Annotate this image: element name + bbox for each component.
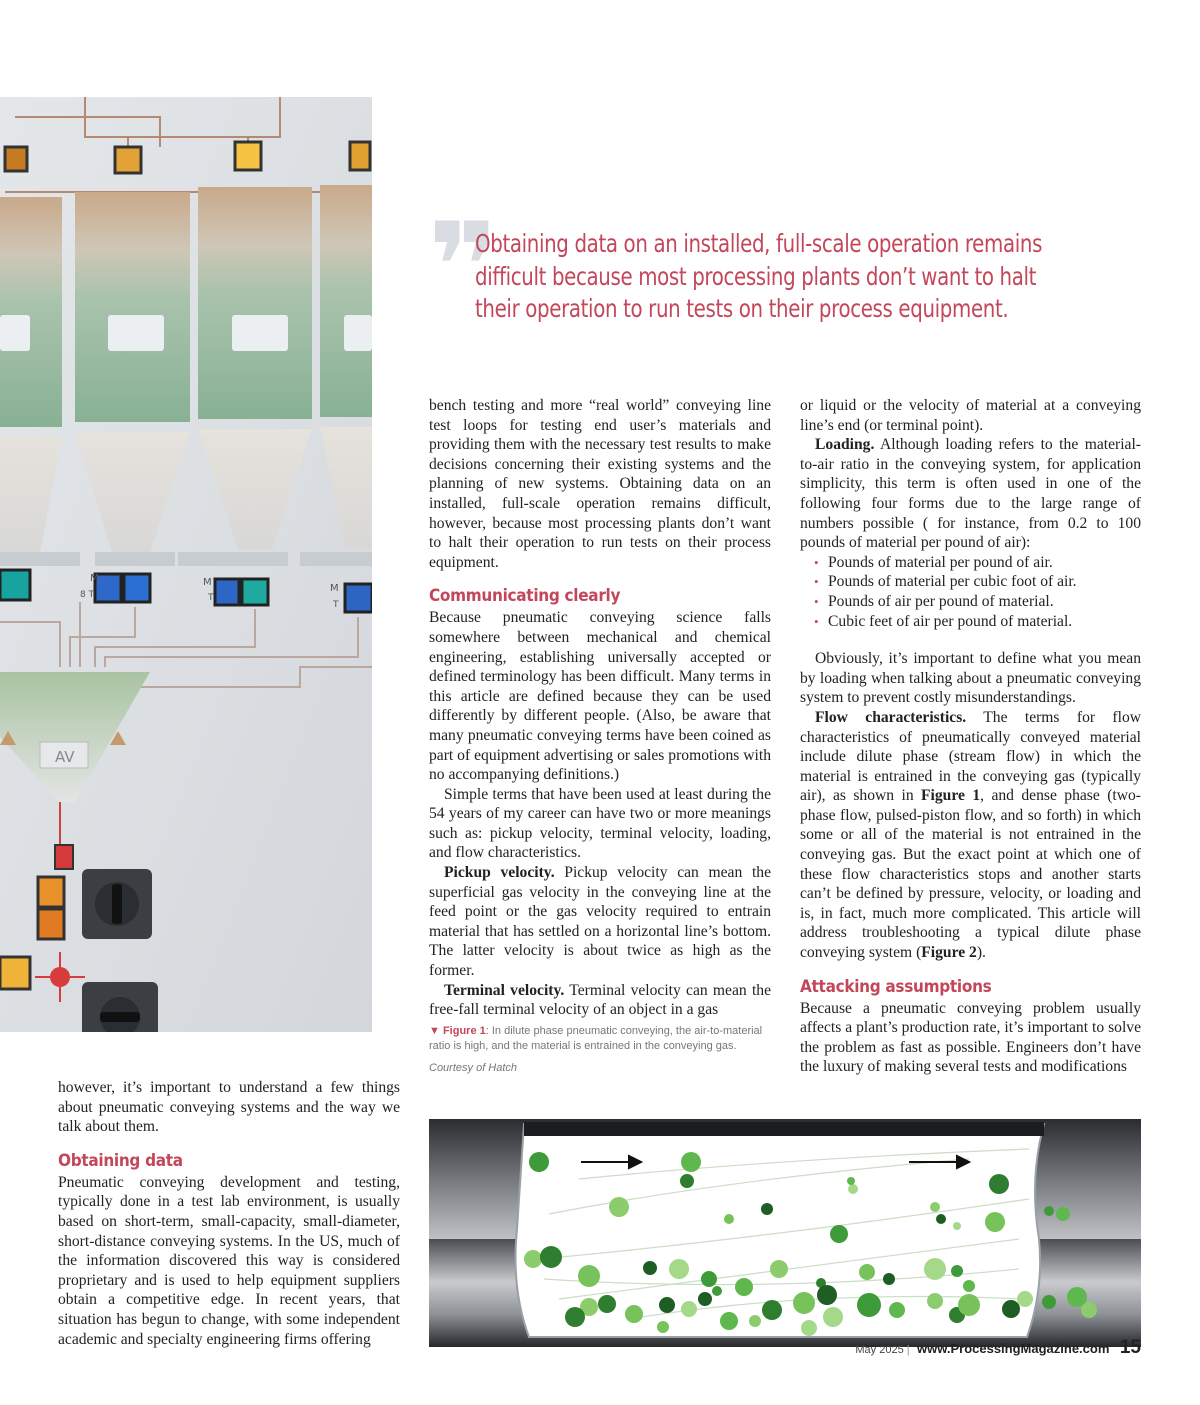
material-particle [823,1307,843,1327]
material-particle [930,1202,940,1212]
communicating-paragraph-2: Simple terms that have been used at least during the 54 years of my career can have two or more meanings such as: pickup velocity, terminal velocity, loading, and flow characteristics. [429,785,771,862]
triangle-down-icon: ▼ [429,1025,440,1037]
material-particle [643,1261,657,1275]
material-particle [761,1203,773,1215]
material-particle [609,1197,629,1217]
right-column [800,396,1141,1077]
material-particle [669,1259,689,1279]
heading-obtaining-data: Obtaining data [58,1150,183,1171]
material-particle [598,1295,616,1313]
right-continuation-paragraph: or liquid or the velocity of material at a conveying line’s end (or terminal point). [800,397,1141,434]
material-particle [749,1315,761,1327]
quote-mark-icon: ❞ [428,198,499,337]
figure-1-dilute-phase-diagram [429,1119,1141,1347]
material-particle [762,1300,782,1320]
flow-text-part-1: The terms for flow characteristics of pneumatically conveyed material include dilute phase (stream flow) in which the material is entrained in the conveying gas (typically air), as shown in [800,708,1142,805]
panel-label-t3: T [333,600,339,610]
material-particle [989,1174,1009,1194]
flow-text-part-3: ). [976,944,986,962]
material-particle [793,1292,815,1314]
material-particle [540,1246,562,1268]
material-particle [883,1273,895,1285]
loading-term: Loading. [815,436,875,454]
material-particle [735,1278,753,1296]
flow-characteristics-paragraph [800,708,1141,963]
material-particle [680,1174,694,1188]
heading-attacking-assumptions: Attacking assumptions [800,976,992,997]
page-footer [855,1337,1141,1359]
panel-label-m3: M [330,583,339,594]
material-particle [529,1152,549,1172]
issue-date: May 2025 [855,1344,904,1356]
figure-1-caption [429,1024,774,1054]
list-item: • Cubic feet of air per pound of material. [828,612,1141,632]
pull-quote [428,198,1128,337]
footer-separator: | [906,1344,910,1356]
flow-characteristics-term: Flow characteristics. [815,708,967,726]
terminal-velocity-text: Terminal velocity can mean the free-fall terminal velocity of an object in a gas [429,981,771,1019]
left-intro-paragraph: however, it’s important to understand a few things about pneumatic conveying systems and the way we talk about them. [58,1079,400,1136]
loading-text: Although loading refers to the material-to-air ratio in the conveying system, for application simplicity, this term is often used in one of the following four forms due to the large range of numbers possible ( for instance, from 0.2 to 100 pounds of material per pound of air): [800,436,1141,552]
material-particle [625,1305,643,1323]
terminal-velocity-term: Terminal velocity. [444,981,565,999]
material-particle [963,1280,975,1292]
material-particle [578,1265,600,1287]
terminal-velocity-paragraph [429,981,771,1020]
control-panel-photo [0,97,372,1032]
panel-label-m2: M [203,577,212,588]
material-particle [1056,1207,1070,1221]
material-particle [657,1321,669,1333]
material-particle [927,1293,943,1309]
material-particle [817,1285,837,1305]
material-particle [1017,1291,1033,1307]
pickup-velocity-text: Pickup velocity can mean the superficial gas velocity in the conveying line at the feed point or the gas velocity required to entrain material that has settled on a horizontal line’s bottom. The latter velocity is about twice as high as the former. [429,864,772,980]
material-particle [848,1184,858,1194]
heading-communicating-clearly: Communicating clearly [429,586,621,607]
figure-label: Figure 1 [442,1025,486,1037]
pickup-velocity-paragraph [429,863,771,981]
material-particle [847,1177,855,1185]
panel-label-m1: M [90,573,99,584]
panel-label-t2: T [208,593,214,603]
material-particle [712,1286,722,1296]
loading-forms-list [800,553,1141,631]
material-particle [565,1307,585,1327]
material-particle [889,1302,905,1318]
middle-column [429,396,771,1020]
caption-text: : In dilute phase pneumatic conveying, the air-to-material ratio is high, and the material is entrained in the conveying gas. [429,1025,763,1052]
middle-continuation-paragraph: bench testing and more “real world” conveying line test loops for testing end user’s materials and providing them with the necessary test results to make decisions concerning their existing systems and the planning of new systems. Obtaining data on an installed, full-scale operation remains difficult, however, because most processing plants don’t want to halt their operation to run tests on their process equipment. [429,397,771,571]
communicating-paragraph-1: Because pneumatic conveying science falls somewhere between mechanical and chemical engineering, establishing universally accepted or defined terminology has been difficult. Many terms in this article are defined because they can be used differently by different people. (Also, be aware that many pneumatic conveying terms have been coined as part of equipment advertising or sales promotions with no accompanying definitions.) [429,609,771,784]
material-particle [701,1271,717,1287]
material-particle [698,1292,712,1306]
material-particle [1044,1206,1054,1216]
attacking-assumptions-paragraph: Because a pneumatic conveying problem usually affects a plant’s production rate, it’s important to solve the problem as fast as possible. Engineers don’t have the luxury of making several tests and modifications [800,999,1141,1076]
list-item: • Pounds of air per pound of material. [828,592,1141,612]
panel-label-t1: 8 T [80,590,95,600]
loading-paragraph [800,435,1141,553]
material-particle [924,1258,946,1280]
flow-text-part-2: , and dense phase (two-phase flow, pulsed-piston flow, and so forth) in which some or all of the material is not entrained in the conveying gas. But the exact point at which one of these flow characteristics stops and another starts can’t be defined by pressure, velocity, or loading and is, in fact, much more complicated. This article will address troubleshooting a typical dilute phase conveying system ( [800,787,1141,962]
material-particle [953,1222,961,1230]
panel-label-av: AV [55,748,75,766]
material-particle [681,1301,697,1317]
list-item: • Pounds of material per cubic foot of air. [828,572,1141,592]
material-particle [724,1214,734,1224]
material-particle [936,1214,946,1224]
material-particle [859,1264,875,1280]
material-particle [857,1293,881,1317]
control-panel-illustration [0,97,372,1032]
material-particle [801,1320,817,1336]
figure-1-reference: Figure 1 [921,787,981,805]
material-particle [1042,1295,1056,1309]
material-particle [985,1212,1005,1232]
material-particle [1081,1302,1097,1318]
obtaining-data-paragraph: Pneumatic conveying development and testing, typically done in a test lab environment, is usually based on short-term, small-capacity, small-diameter, short-distance conveying systems. In the US, much of the information discovered this way is considered proprietary and is used to help equipment suppliers obtain a competitive edge. In recent years, that situation has begun to change, with some independent academic and specialty engineering firms offering [58,1173,400,1348]
figure-credit: Courtesy of Hatch [429,1062,518,1074]
material-particle [770,1260,788,1278]
list-item: • Pounds of material per pound of air. [828,553,1141,573]
material-particle [958,1294,980,1316]
pickup-velocity-term: Pickup velocity. [444,864,555,882]
figure-2-reference: Figure 2 [921,944,977,962]
pipe-cutaway-illustration [429,1119,1141,1347]
material-particle [830,1225,848,1243]
material-particle [720,1312,738,1330]
material-particle [951,1265,963,1277]
material-particle [524,1250,542,1268]
left-column [58,1078,400,1349]
material-particle [1002,1300,1020,1318]
material-particle [681,1152,701,1172]
material-particle [659,1297,675,1313]
obviously-paragraph: Obviously, it’s important to define what you mean by loading when talking about a pneumatic conveying system to prevent costly misunderstandings. [800,650,1141,707]
pull-quote-text: Obtaining data on an installed, full-scale operation remains difficult because most processing plants don’t want to halt their operation to run tests on their process equipment. [475,229,1043,323]
website-link[interactable]: www.ProcessingMagazine.com [917,1341,1110,1356]
page-number: 15 [1119,1337,1141,1358]
